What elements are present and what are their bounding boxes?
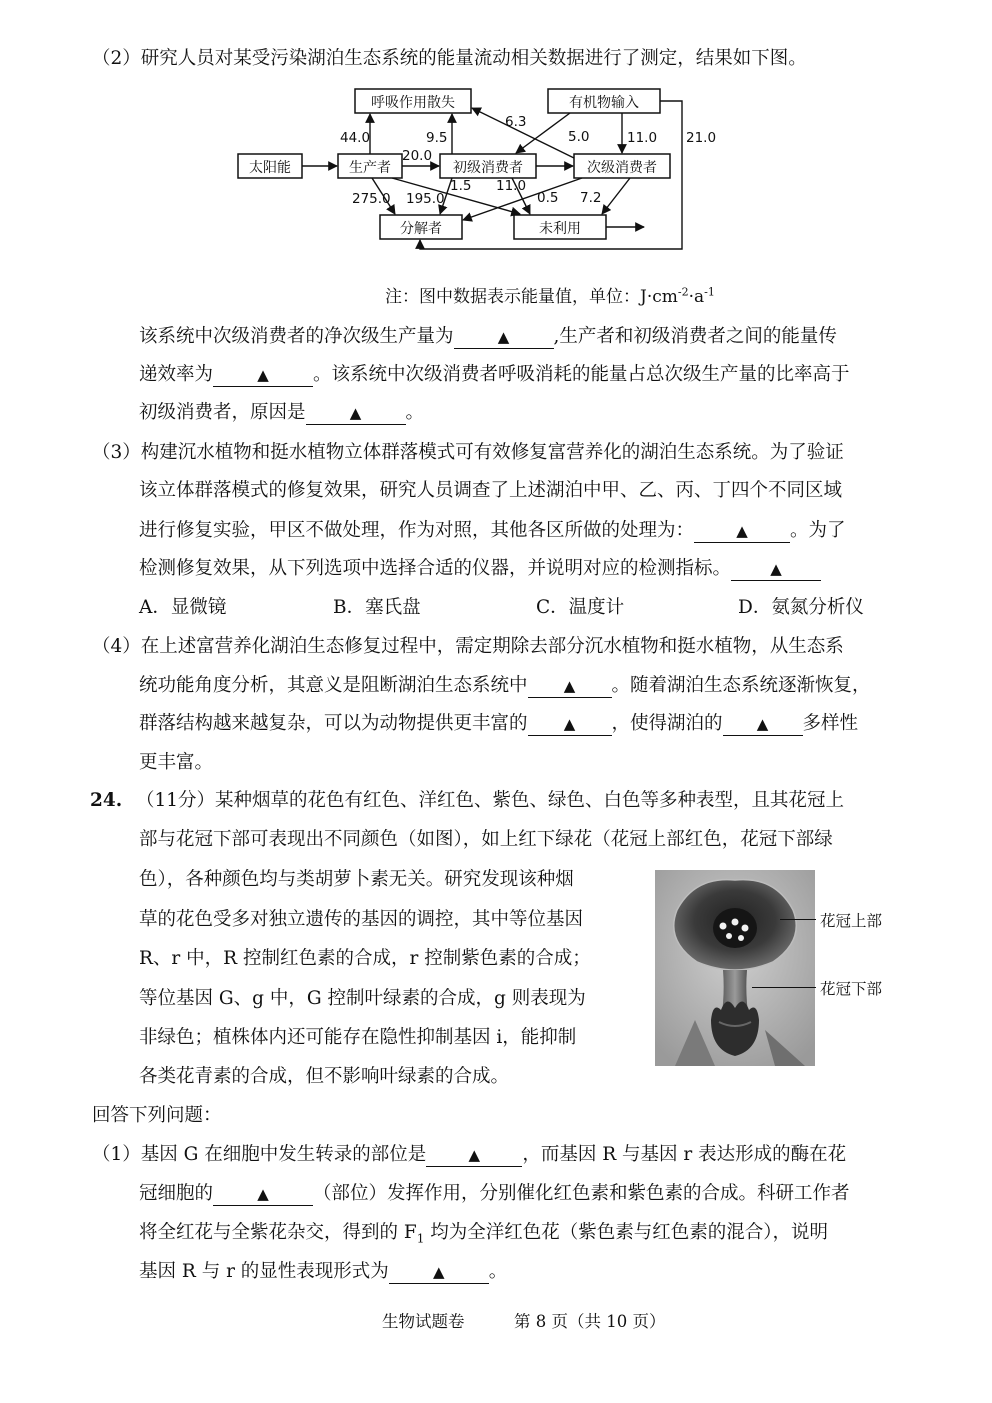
q24-line1: （11分）某种烟草的花色有红色、洋红色、紫色、绿色、白色等多种表型，且其花冠上 — [136, 790, 845, 811]
q23-2-line3: 初级消费者，原因是 ▲ 。 — [139, 402, 425, 423]
svg-text:有机物输入: 有机物输入 — [569, 95, 639, 111]
answer-blank[interactable]: ▲ — [528, 675, 612, 698]
q23-4-line3: 群落结构越来越复杂，可以为动物提供更丰富的 ▲ ，使得湖泊的 ▲ 多样性 — [139, 713, 859, 734]
q24-line8: 各类花青素的合成，但不影响叶绿素的合成。 — [139, 1066, 510, 1087]
svg-text:195.0: 195.0 — [406, 191, 445, 207]
svg-text:11.0: 11.0 — [496, 178, 527, 194]
q24-1-line4: 基因 R 与 r 的显性表现形式为 ▲ 。 — [139, 1261, 508, 1282]
option-a: A．显微镜 — [139, 597, 227, 618]
answer-blank[interactable]: ▲ — [528, 713, 612, 736]
q24-line5: R、r 中，R 控制红色素的合成，r 控制紫色素的合成； — [139, 948, 591, 969]
svg-text:未利用: 未利用 — [539, 221, 581, 237]
q23-2-line2: 递效率为 ▲ 。该系统中次级消费者呼吸消耗的能量占总次级生产量的比率高于 — [139, 364, 850, 385]
q24-line3: 色），各种颜色均与类胡萝卜素无关。研究发现该种烟 — [139, 869, 574, 890]
answer-blank[interactable]: ▲ — [306, 402, 406, 425]
svg-text:太阳能: 太阳能 — [249, 160, 291, 176]
q23-4-line4: 更丰富。 — [139, 752, 214, 773]
option-b: B．塞氏盘 — [333, 597, 421, 618]
svg-text:初级消费者: 初级消费者 — [453, 160, 523, 176]
q24-line7: 非绿色；植株体内还可能存在隐性抑制基因 i，能抑制 — [139, 1027, 577, 1048]
svg-text:275.0: 275.0 — [352, 191, 391, 207]
tobacco-flower-photo — [655, 870, 815, 1066]
footer-page: 第 8 页（共 10 页） — [514, 1312, 666, 1331]
svg-text:0.5: 0.5 — [537, 190, 559, 206]
q23-3-line3: 进行修复实验，甲区不做处理，作为对照，其他各区所做的处理为： ▲ 。为了 — [139, 520, 846, 541]
q23-3-line4: 检测修复效果，从下列选项中选择合适的仪器，并说明对应的检测指标。 ▲ — [139, 556, 821, 582]
answer-intro: 回答下列问题： — [92, 1105, 222, 1126]
label-upper-corolla: 花冠上部 — [820, 912, 883, 930]
q24-1-line3: 将全红花与全紫花杂交，得到的 $F_1$ 均为全洋红色花（紫色素与红色素的混合），说明 — [139, 1222, 828, 1246]
svg-text:9.5: 9.5 — [426, 130, 448, 146]
svg-text:次级消费者: 次级消费者 — [587, 160, 657, 176]
answer-blank[interactable]: ▲ — [694, 520, 790, 543]
svg-text:44.0: 44.0 — [340, 130, 371, 146]
q23-2-intro: （2）研究人员对某受污染湖泊生态系统的能量流动相关数据进行了测定，结果如下图。 — [92, 48, 807, 69]
answer-blank[interactable]: ▲ — [213, 1183, 313, 1206]
footer-subject: 生物试题卷 — [382, 1312, 465, 1331]
q23-4-line2: 统功能角度分析，其意义是阻断湖泊生态系统中 ▲ 。随着湖泊生态系统逐渐恢复， — [139, 675, 871, 696]
answer-blank[interactable]: ▲ — [213, 364, 313, 387]
answer-blank[interactable]: ▲ — [389, 1261, 489, 1284]
option-c: C．温度计 — [536, 597, 625, 618]
q24-number: 24. — [90, 790, 123, 811]
svg-text:分解者: 分解者 — [400, 221, 442, 237]
q24-line6: 等位基因 G、g 中，G 控制叶绿素的合成，g 则表现为 — [139, 988, 586, 1009]
q23-4-line1: （4）在上述富营养化湖泊生态修复过程中，需定期除去部分沉水植物和挺水植物，从生态系 — [92, 636, 844, 657]
answer-blank[interactable]: ▲ — [426, 1144, 522, 1167]
svg-text:呼吸作用散失: 呼吸作用散失 — [371, 95, 455, 111]
energy-flow-diagram — [230, 84, 717, 254]
svg-text:生产者: 生产者 — [349, 160, 391, 176]
lower-leader-line — [752, 987, 816, 988]
q24-1-line2: 冠细胞的 ▲ （部位）发挥作用，分别催化红色素和紫色素的合成。科研工作者 — [139, 1183, 850, 1204]
svg-text:6.3: 6.3 — [505, 114, 527, 130]
answer-blank[interactable]: ▲ — [731, 558, 821, 581]
option-d: D．氨氮分析仪 — [738, 597, 864, 618]
q23-2-line1: 该系统中次级消费者的净次级生产量为 ▲ ,生产者和初级消费者之间的能量传 — [139, 326, 837, 347]
q24-line4: 草的花色受多对独立遗传的基因的调控，其中等位基因 — [139, 909, 584, 930]
svg-text:20.0: 20.0 — [402, 148, 433, 164]
svg-text:1.5: 1.5 — [450, 178, 472, 194]
answer-blank[interactable]: ▲ — [723, 713, 803, 736]
q24-line2: 部与花冠下部可表现出不同颜色（如图），如上红下绿花（花冠上部红色，花冠下部绿 — [139, 829, 833, 850]
q23-3-line2: 该立体群落模式的修复效果，研究人员调查了上述湖泊中甲、乙、丙、丁四个不同区域 — [139, 480, 843, 501]
upper-leader-line — [780, 919, 816, 920]
label-lower-corolla: 花冠下部 — [820, 980, 883, 998]
svg-text:21.0: 21.0 — [686, 130, 717, 146]
svg-text:5.0: 5.0 — [568, 129, 590, 145]
answer-blank[interactable]: ▲ — [454, 326, 554, 349]
svg-text:7.2: 7.2 — [580, 190, 602, 206]
diagram-note: 注：图中数据表示能量值，单位：$J\cdot cm^{-2}\cdot a^{-1}$ — [385, 285, 715, 307]
svg-text:11.0: 11.0 — [627, 130, 658, 146]
q23-3-line1: （3）构建沉水植物和挺水植物立体群落模式可有效修复富营养化的湖泊生态系统。为了验证 — [92, 442, 844, 463]
q24-1-line1: （1）基因 G 在细胞中发生转录的部位是 ▲ ，而基因 R 与基因 r 表达形成的酶在花 — [92, 1144, 847, 1165]
